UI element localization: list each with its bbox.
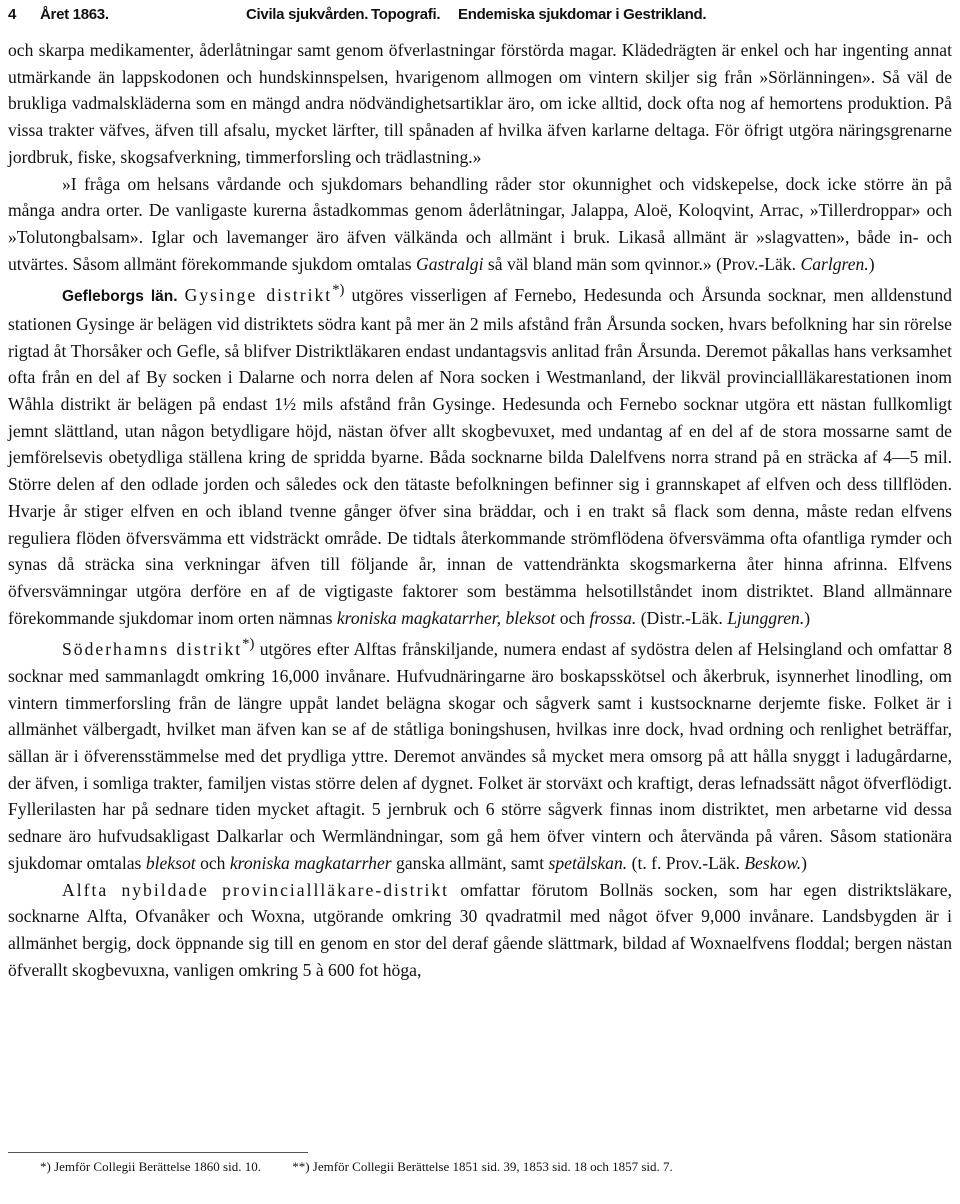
paragraph-text: ) [804, 607, 811, 628]
paragraph-text: utgöres efter Alftas frånskiljande, numera endast af sydöstra delen af Helsingland och omfattar 8 socknar med sammanlagdt omkring 16,000 invånare. Hufvudnäringarne äro boskapsskötsel och åkerbruk, isynnerhet linodling, om vintern timmerforsling från de längre uppåt landet belägna skogar och sågverk samt i kustsocknarne derjemte fiske. Folket är i allmänhet välbergadt, hvilket man äfven kan se af de ståtliga boningshusen, hvilkas inre dock, hvad ordning och renlighet beträffar, sällan är i öfverensstämmelse med det prydliga yttre. Deremot användes så mycket mera omsorg på att hålla snyggt i ladugårdarne, der äfven, i somliga trakter, familjen vistas större delen af dygnet. Folket är storväxt och kraftigt, deras lefnadssätt något öfverflödigt. Fyllerilasten har på sednare tiden mycket aftagit. 5 jernbruk och 6 större sågverk finnas inom distriktet, men arbetarne vid dessa sednare äro hufvudsakligast Dalkarlar och Wermländningar, som gå hem öfver vintern och återvända på våren. Såsom stationära sjukdomar omtalas [8, 639, 952, 873]
author-signature: Beskow. [744, 852, 802, 873]
district-name: Gysinge distrikt [184, 285, 333, 306]
disease-term: bleksot [145, 852, 196, 873]
paragraph-text: »I fråga om helsans vårdande och sjukdomars behandling råder stor okunnighet och vidskepelse, dock icke större än på många andra orter. De vanligaste kurerna åstadkommas genom åderlåtningar, Jalappa, Aloë, Koloqvint, Arrac, »Tillerdroppar» och »Tolutongbalsam». Iglar och lavemanger äro äfven välkända och allmänt i bruk. Likaså allmänt är »slagvatten», både in- och utvärtes. Såsom allmänt förekommande sjukdom omtalas [8, 173, 952, 274]
paragraph-text: och [200, 852, 226, 873]
body-text [8, 37, 952, 983]
paragraph-soderhamn-district [8, 631, 952, 876]
disease-term: kroniska magkatarrher [229, 852, 392, 873]
paragraph-clothing-and-trades [8, 37, 952, 171]
paragraph-gysinge-district [8, 277, 952, 631]
header-year: Året 1863. [40, 6, 109, 23]
paragraph-text: (t. f. Prov.-Läk. [631, 852, 740, 873]
district-name: Alfta nybildade provinciallläkare-distrikt [62, 879, 450, 900]
footnote-divider [8, 1152, 308, 1153]
disease-term: kroniska magkatarrher, bleksot [336, 607, 556, 628]
district-name: Söderhamns distrikt [62, 639, 243, 660]
footnote-1: *) Jemför Collegii Berättelse 1860 sid. 10. [40, 1159, 261, 1174]
header-section-topography: Topografi. [371, 6, 441, 23]
paragraph-text: (Distr.-Läk. [640, 607, 723, 628]
author-signature: Ljunggren. [727, 607, 805, 628]
paragraph-text: omfattar förutom Bollnäs socken, som har egen distriktsläkare, socknarne Alfta, Ofvanåker och Woxna, utgörande omkring 30 qvadratmil med något öfver 9,000 invånare. Landsbygden är i allmänhet bergig, dock öppnande sig till en genom en stor del deraf gående slättmark, bildad af Woxnaelfvens floddal; bergen nästan öfverallt skogbevuxna, vanligen omkring 5 à 600 fot höga, [8, 879, 952, 980]
footnote-2: **) Jemför Collegii Berättelse 1851 sid. 39, 1853 sid. 18 och 1857 sid. 7. [292, 1159, 673, 1174]
paragraph-text: så väl bland män som qvinnor.» (Prov.-Läk. [487, 253, 797, 274]
author-signature: Carlgren. [800, 253, 869, 274]
paragraph-text: utgöres visserligen af Fernebo, Hedesunda och Årsunda socknar, men alldenstund stationen Gysinge är belägen vid distriktets södra kant på mer än 2 mils afstånd från Årsunda socken, hvars befolkning har sin rörelse rigtad åt Thorsåker och Gefle, så blifver Distriktläkaren endast undantagsvis anlitad från Årsunda. Deremot påkallas hans verksamhet ofta från en del af By socken i Dalarne och norra delen af Nora socken i Westmanland, der likväl provinciallläkarestationen inom Wåhla distrikt är belägen på endast 1½ mils afstånd från Gysinge. Hedesunda och Fernebo socknar utgöra ett nästan fullkomligt jemnt slättland, utan någon betydligare höjd, nästan öfver allt skogbevuxet, med undantag af en del af de stora mossarne samt de jemförelsevis obetydliga ställena kring de spridda byarne. Båda socknarne bilda Dalelfvens norra strand på en sträcka af 4—5 mil. Större delen af den odlade jorden och således ock den tätaste befolkningen befinner sig i grannskapet af elfven och dess tillflöden. Hvarje år stiger elfven en och ibland tvenne gånger öfver sina bräddar, och i en trakt så flack som denna, måste redan elfvens reguliera flöden öfversvämma ett vidsträckt område. De tidtals återkommande strömflödena öfversvämma ofta ofantliga rymder och synas då sträcka sina verkningar äfven till följande år, innan de vattendränkta skogsmarkerna åter hinna afrinna. Elfvens öfversvämningar utgöra derföre en af de vigtigaste faktorer som bestämma helsotillståndet inom distriktet. Bland allmännare förekommande sjukdomar inom orten nämnas [8, 285, 952, 628]
disease-term: spetälskan. [548, 852, 628, 873]
paragraph-text: ) [801, 852, 808, 873]
disease-term: Gastralgi [416, 253, 484, 274]
paragraph-text: och skarpa medikamenter, åderlåtningar samt genom öfverlastningar förstörda magar. Klädedrägten är enkel och har ingenting annat utmärkande än lappskodonen och hundskinnspelsen, hvarigenom allmogen om vintern skiljer sig från »Sörlänningen». Så väl de brukliga vadmalskläderna som en mängd andra nödvändighetsartiklar äro, om icke alltid, dock ofta nog af hemortens produktion. På vissa trakter väfves, äfven till afsalu, mycket lärfter, till spånaden af hvilka äfven karlarne deltaga. För öfrigt utgöra näringsgrenarne jordbruk, fiske, skogsafverkning, timmerforsling och trädlastning.» [8, 40, 952, 167]
paragraph-text: och [559, 607, 586, 628]
footnote-marker: *) [242, 636, 255, 653]
running-header [8, 6, 940, 28]
county-heading: Gefleborgs län. [62, 288, 178, 306]
disease-term: frossa. [589, 607, 637, 628]
paragraph-text: ganska allmänt, samt [396, 852, 545, 873]
paragraph-health-care [8, 171, 952, 278]
paragraph-text: ) [868, 253, 875, 274]
footnotes [40, 1158, 940, 1176]
footnote-marker: *) [332, 282, 345, 299]
paragraph-alfta-district [8, 877, 952, 984]
header-section-civil-care: Civila sjukvården. [246, 6, 369, 23]
header-section-endemic-diseases: Endemiska sjukdomar i Gestrikland. [458, 6, 707, 23]
page-number: 4 [8, 6, 17, 23]
